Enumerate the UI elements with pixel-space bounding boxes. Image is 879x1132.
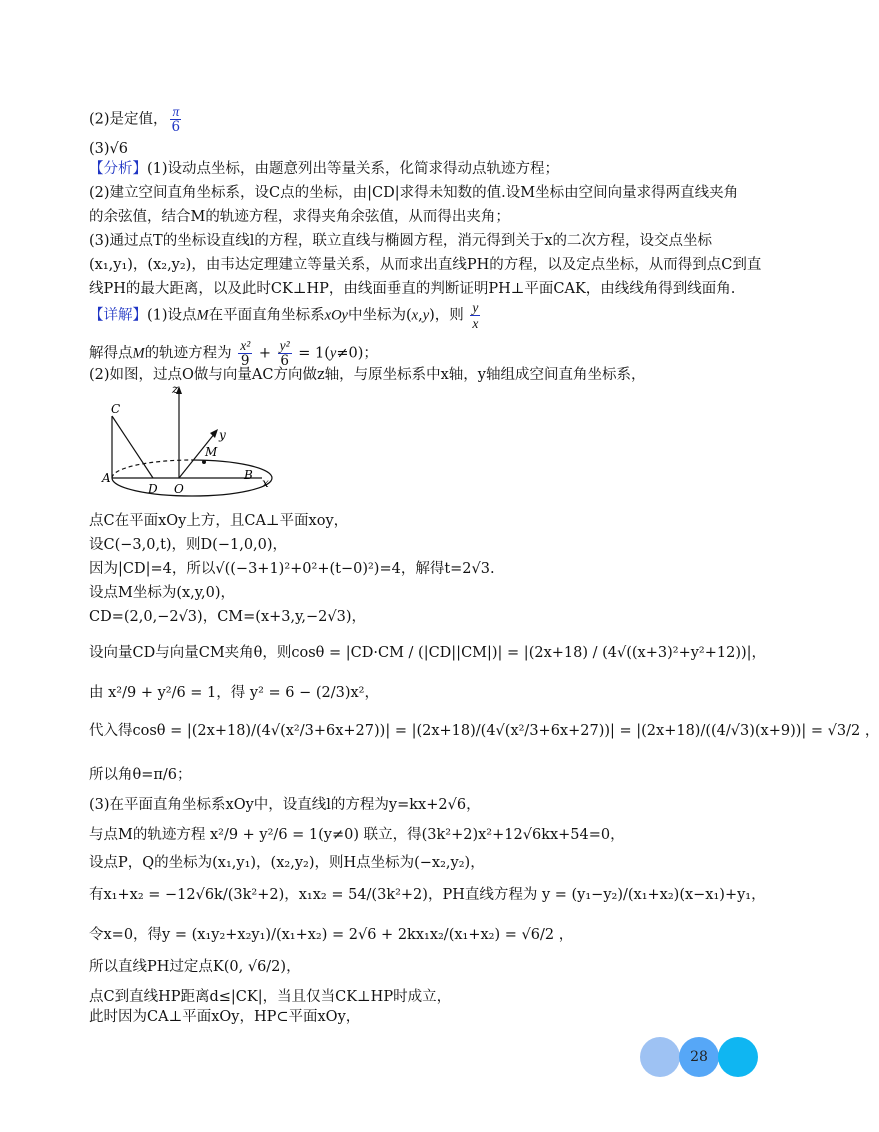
analysis-tag: 【分析】 [89, 161, 147, 177]
page-number: 28 [690, 1049, 708, 1065]
label-z: z [172, 382, 179, 396]
label-y: y [219, 428, 226, 442]
label-x: x [262, 476, 269, 490]
detail-tag: 【详解】 [89, 307, 147, 324]
detail-line-7: 设点M坐标为(x,y,0)， [89, 585, 236, 601]
detail-line-19: 点C到直线HP距离d≤|CK|，当且仅当CK⊥HP时成立， [89, 989, 452, 1005]
label-o: O [174, 482, 184, 496]
detail-line-2: 解得点M的轨迹方程为 $\frac{\text{x²}}{9}$ + $\frac{\text{y²}}{6}$ = 1(y≠0)； [89, 338, 378, 369]
segment-cd [112, 416, 153, 478]
label-b: B [244, 468, 253, 482]
detail-line-18: 所以直线PH过定点K(0, √6/2)， [89, 959, 301, 975]
detail-line-5: 设C(−3,0,t)，则D(−1,0,0)， [89, 537, 288, 553]
analysis-line-3: 的余弦值，结合M的轨迹方程，求得夹角余弦值，从而得出夹角； [89, 209, 510, 225]
detail-line-15: 设点P，Q的坐标为(x₁,y₁)，(x₂,y₂)，则H点坐标为(−x₂,y₂)， [89, 855, 485, 871]
ellipse-upper-dashed [112, 460, 192, 478]
detail-line-13: (3)在平面直角坐标系xOy中，设直线l的方程为y=kx+2√6， [89, 797, 481, 813]
label-d: D [148, 482, 158, 496]
analysis-line-1: 【分析】(1)设动点坐标，由题意列出等量关系，化简求得动点轨迹方程； [89, 161, 560, 177]
label-c: C [111, 402, 121, 416]
coordinate-diagram [92, 383, 282, 498]
detail-line-6: 因为|CD|=4，所以√((−3+1)²+0²+(t−0)²)=4，解得t=2√3. [89, 561, 495, 577]
badge-circle-right [718, 1037, 758, 1077]
detail-line-17: 令x=0，得y = (x₁y₂+x₂y₁)/(x₁+x₂) = 2√6 + 2kx₁x₂/(x₁+x₂) = √6/2 ， [89, 927, 574, 943]
analysis-line-6: 线PH的最大距离，以及此时CK⊥HP，由线面垂直的判断证明PH⊥平面CAK，由线线角得到线面角. [89, 281, 736, 297]
page-badge [640, 1037, 758, 1077]
detail-line-9: 设向量CD与向量CM夹角θ，则cosθ = |CD·CM / (|CD||CM|)| = |(2x+18) / (4√((x+3)²+y²+12))|， [89, 645, 767, 661]
label-m: M [205, 445, 218, 459]
point-m [202, 460, 206, 464]
analysis-line-2: (2)建立空间直角坐标系，设C点的坐标，由|CD|求得未知数的值.设M坐标由空间向量求得两直线夹角 [89, 185, 739, 201]
detail-line-3: (2)如图，过点O做与向量AC方向做z轴，与原坐标系中x轴，y轴组成空间直角坐标系， [89, 367, 646, 383]
detail-line-12: 所以角θ=π/6； [89, 767, 192, 783]
detail-line-14: 与点M的轨迹方程 x²/9 + y²/6 = 1(y≠0) 联立，得(3k²+2)x²+12√6kx+54=0， [89, 827, 625, 843]
detail-line-20: 此时因为CA⊥平面xOy，HP⊂平面xOy， [89, 1009, 361, 1025]
answer-3: (3)√6 [89, 141, 129, 157]
badge-circle-left [640, 1037, 680, 1077]
analysis-line-5: (x₁,y₁)，(x₂,y₂)，由韦达定理建立等量关系，从而求出直线PH的方程，以及定点坐标，从而得到点C到直 [89, 257, 762, 273]
analysis-line-4: (3)通过点T的坐标设直线l的方程，联立直线与椭圆方程，消元得到关于x的二次方程，设交点坐标 [89, 233, 713, 249]
detail-line-4: 点C在平面xOy上方，且CA⊥平面xoy， [89, 513, 349, 529]
detail-line-16: 有x₁+x₂ = −12√6k/(3k²+2)，x₁x₂ = 54/(3k²+2)，PH直线方程为 y = (y₁−y₂)/(x₁+x₂)(x−x₁)+y₁， [89, 887, 766, 903]
detail-line-1: 【详解】(1)设点M在平面直角坐标系xOy中坐标为(x,y)，则 $\frac{y}{x}$ [89, 300, 479, 331]
y-arrow [210, 429, 218, 438]
detail-line-10: 由 x²/9 + y²/6 = 1，得 y² = 6 − (2/3)x²， [89, 685, 379, 701]
detail-line-8: CD=(2,0,−2√3)，CM=(x+3,y,−2√3)， [89, 609, 366, 625]
label-a: A [102, 471, 111, 485]
answer-2: (2)是定值， $\frac{\pi}{6}$ [89, 104, 181, 135]
detail-line-11: 代入得cosθ = |(2x+18)/(4√(x²/3+6x+27))| = |(2x+18)/(4√(x²/3+6x+27))| = |(2x+18)/((4/√3)(x+9))| = √3/2 ， [89, 723, 879, 739]
